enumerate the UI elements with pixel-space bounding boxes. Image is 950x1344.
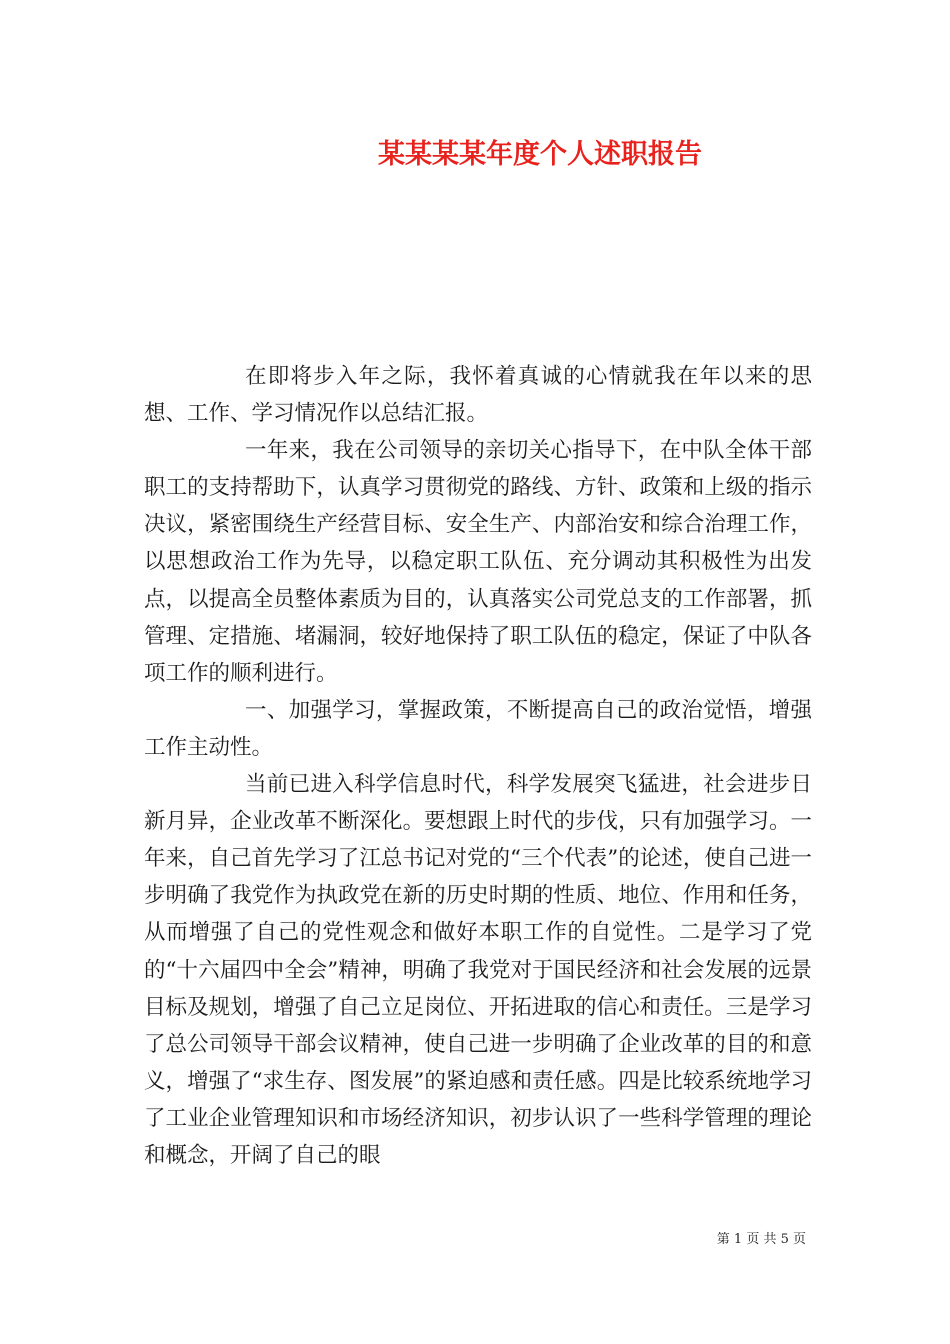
paragraph-overview: 一年来，我在公司领导的亲切关心指导下，在中队全体干部职工的支持帮助下，认真学习贯彻党的路线、方针、政策和上级的指示决议，紧密围绕生产经营目标、安全生产、内部治安和综合治理工作，以思想政治工作为先导，以稳定职工队伍、充分调动其积极性为出发点，以提高全员整体素质为目的，认真落实公司党总支的工作部署，抓管理、定措施、堵漏洞，较好地保持了职工队伍的稳定，保证了中队各项工作的顺利进行。 bbox=[144, 438, 812, 686]
paragraph-section-heading: 一、加强学习，掌握政策，不断提高自己的政治觉悟，增强工作主动性。 bbox=[144, 697, 812, 760]
page-number: 第 1 页 共 5 页 bbox=[716, 1232, 806, 1247]
paragraph-intro: 在即将步入年之际，我怀着真诚的心情就我在年以来的思想、工作、学习情况作以总结汇报。 bbox=[144, 364, 812, 427]
document-body bbox=[144, 358, 812, 1174]
paragraph-study: 当前已进入科学信息时代，科学发展突飞猛进，社会进步日新月异，企业改革不断深化。要想跟上时代的步伐，只有加强学习。一年来，自己首先学习了江总书记对党的“三个代表”的论述，使自己进一步明确了我党作为执政党在新的历史时期的性质、地位、作用和任务，从而增强了自己的党性观念和做好本职工作的自觉性。二是学习了党的“十六届四中全会”精神，明确了我党对于国民经济和社会发展的远景目标及规划，增强了自己立足岗位、开拓进取的信心和责任。三是学习了总公司领导干部会议精神，使自己进一步明确了企业改革的目的和意义，增强了“求生存、图发展”的紧迫感和责任感。四是比较系统地学习了工业企业管理知识和市场经济知识，初步认识了一些科学管理的理论和概念，开阔了自己的眼 bbox=[144, 772, 812, 1168]
document-title: 某某某某年度个人述职报告 bbox=[378, 139, 702, 170]
